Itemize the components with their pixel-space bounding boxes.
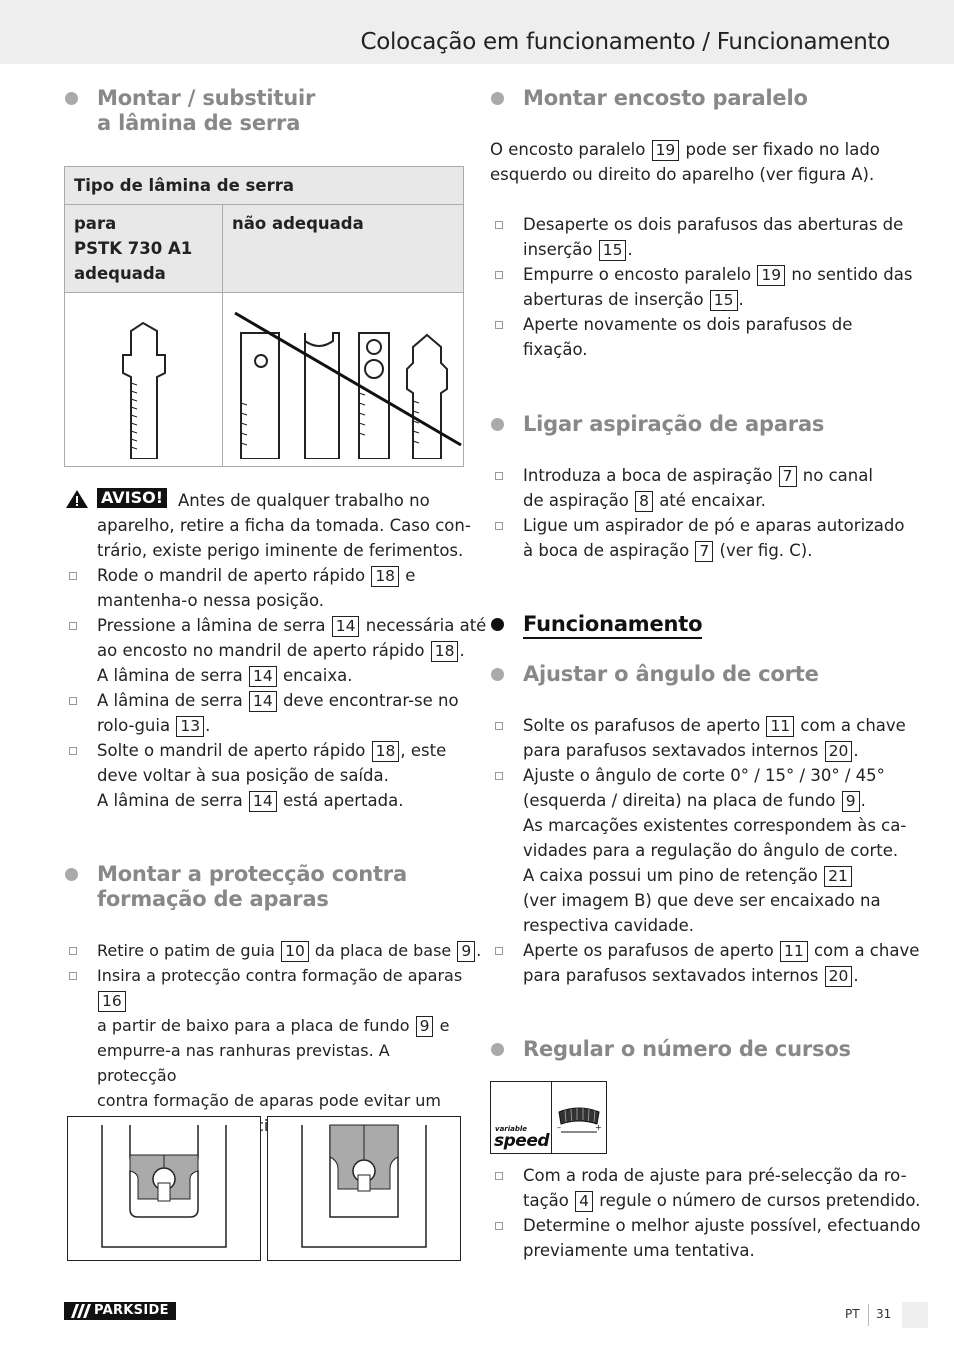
svg-text:+: + (595, 1123, 602, 1132)
checkbox-bullet-icon (495, 221, 503, 229)
heading-cutting-angle: Ajustar o ângulo de corte (523, 662, 819, 687)
footer-divider (868, 1304, 869, 1326)
list-item: Empurre o encosto paralelo 19 no sentido das aberturas de inserção 15 . (523, 262, 912, 312)
list-item: Aperte novamente os dois parafusos de fixação. (523, 312, 852, 362)
warning-label: AVISO! (97, 488, 167, 508)
list-item: Desaperte os dois parafusos das aberturas de inserção 15 . (523, 212, 903, 262)
checkbox-bullet-icon (69, 747, 77, 755)
speed-wheel-icon (555, 1106, 603, 1136)
bullet-dot-icon (491, 418, 504, 431)
list-item: Ligue um aspirador de pó e aparas autorizado à boca de aspiração 7 (ver fig. C). (523, 513, 905, 563)
checkbox-bullet-icon (495, 722, 503, 730)
list-item: Determine o melhor ajuste possível, efectuando previamente uma tentativa. (523, 1213, 920, 1263)
list-item: Introduza a boca de aspiração 7 no canal de aspiração 8 até encaixar. (523, 463, 873, 513)
checkbox-bullet-icon (495, 321, 503, 329)
bullet-dot-icon (65, 868, 78, 881)
checkbox-bullet-icon (495, 271, 503, 279)
checkbox-bullet-icon (495, 472, 503, 480)
list-item: A lâmina de serra 14 deve encontrar-se no rolo-guia 13 . (97, 688, 459, 738)
bullet-dot-icon (491, 668, 504, 681)
heading-chip-guard: Montar a protecção contra formação de aparas (97, 862, 407, 912)
chip-guard-figure-1 (67, 1116, 261, 1261)
checkbox-bullet-icon (495, 1222, 503, 1230)
table-header: Tipo de lâmina de serra (65, 167, 464, 205)
table-col-suitable: para PSTK 730 A1 adequada (65, 205, 223, 293)
warning-text-l1: Antes de qualquer trabalho no (178, 491, 430, 510)
warning-text-l2: aparelho, retire a ficha da tomada. Caso con- (97, 516, 471, 535)
bullet-dot-icon (65, 92, 78, 105)
chip-guard-inserted-icon (268, 1117, 460, 1260)
list-item: Pressione a lâmina de serra 14 necessária até ao encosto no mandril de aperto rápido 18 . A lâmina de serra 14 encaixa. (97, 613, 486, 688)
list-item: Com a roda de ajuste para pré-selecção da ro- tação 4 regule o número de cursos pretendido. (523, 1163, 920, 1213)
heading-operation: Funcionamento (523, 612, 702, 637)
bullet-dot-icon (491, 92, 504, 105)
heading-mount-blade: Montar / substituir a lâmina de serra (97, 86, 315, 136)
page-number: 31 (876, 1307, 892, 1321)
blade-type-table (64, 166, 464, 467)
checkbox-bullet-icon (495, 1172, 503, 1180)
heading-stroke-rate: Regular o número de cursos (523, 1037, 851, 1062)
list-item: Ajuste o ângulo de corte 0° / 15° / 30° / 45° (esquerda / direita) na placa de fundo 9 . As marcações existentes correspondem às ca- vidades para a regulação do ângulo de corte. A caixa possui um pino de retenção 21 (ver imagem B) que deve ser encaixado na respectiva cavidade. (523, 763, 906, 938)
checkbox-bullet-icon (69, 572, 77, 580)
heading-parallel-guide: Montar encosto paralelo (523, 86, 808, 111)
checkbox-bullet-icon (495, 947, 503, 955)
checkbox-bullet-icon (495, 772, 503, 780)
list-item: Aperte os parafusos de aperto 11 com a chave para parafusos sextavados internos 20 . (523, 938, 919, 988)
checkbox-bullet-icon (69, 697, 77, 705)
heading-dust-extraction: Ligar aspiração de aparas (523, 412, 824, 437)
bullet-dot-icon (491, 1043, 504, 1056)
checkbox-bullet-icon (69, 972, 77, 980)
list-item: Insira a protecção contra formação de aparas 16 a partir de baixo para a placa de fundo 9 e empurre-a nas ranhuras previstas. A protecção contra formação de aparas pode evitar um (97, 963, 467, 1138)
chip-guard-icon (68, 1117, 260, 1260)
checkbox-bullet-icon (69, 947, 77, 955)
svg-text:–: – (557, 1123, 561, 1132)
list-item: Solte os parafusos de aperto 11 com a chave para parafusos sextavados internos 20 . (523, 713, 906, 763)
list-item: Rode o mandril de aperto rápido 18 e mantenha-o nessa posição. (97, 563, 415, 613)
checkbox-bullet-icon (69, 622, 77, 630)
list-item: Solte o mandril de aperto rápido 18 , este deve voltar à sua posição de saída. A lâmina de serra 14 está apertada. (97, 738, 446, 813)
variable-speed-logo: variable speed – + (490, 1081, 607, 1154)
bullet-dot-icon (491, 618, 504, 631)
suitable-blade-illustration (65, 293, 223, 467)
parkside-stripes-icon (67, 1304, 91, 1318)
checkbox-bullet-icon (495, 522, 503, 530)
paragraph-parallel-guide: O encosto paralelo 19 pode ser fixado no lado esquerdo ou direito do aparelho (ver figura A). (490, 140, 880, 184)
language-code: PT (845, 1307, 860, 1321)
page-title: Colocação em funcionamento / Funcionamento (360, 29, 890, 55)
unsuitable-blades-icon (223, 293, 463, 459)
warning-triangle-icon (65, 489, 89, 509)
jigsaw-blade-t-shank-icon (65, 293, 221, 459)
list-item: Retire o patim de guia 10 da placa de base 9 . (97, 938, 481, 963)
warning-text-l3: trário, existe perigo iminente de ferimentos. (97, 541, 464, 560)
table-col-unsuitable: não adequada (223, 205, 464, 293)
unsuitable-blades-illustration (223, 293, 464, 467)
parkside-logo: PARKSIDE (64, 1302, 176, 1320)
footer-tab (902, 1302, 928, 1328)
chip-guard-figure-2 (267, 1116, 461, 1261)
